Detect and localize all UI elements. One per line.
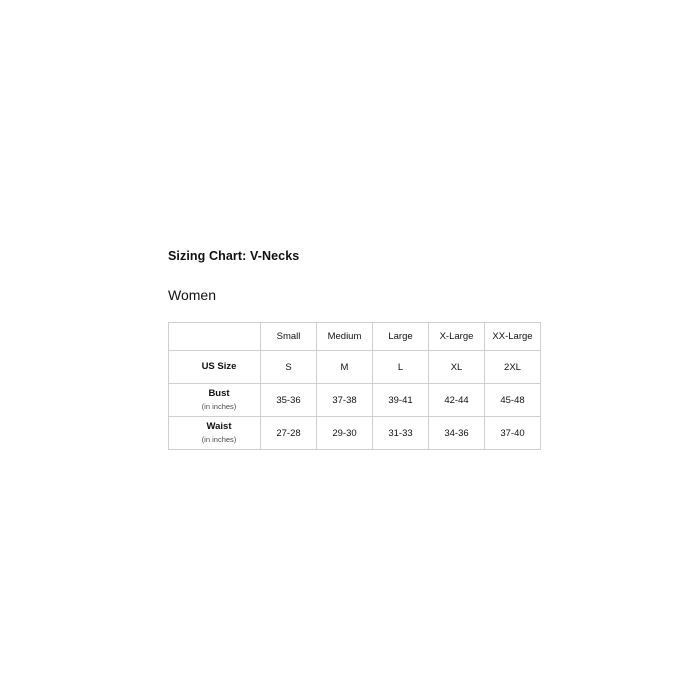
cell-bust-medium: 37-38 xyxy=(317,384,373,417)
row-label-text: US Size xyxy=(201,361,237,372)
sizing-chart-page xyxy=(168,248,568,450)
column-header-xxlarge: XX-Large xyxy=(485,323,541,351)
cell-bust-xlarge: 42-44 xyxy=(429,384,485,417)
table-row xyxy=(169,351,541,384)
column-header-xlarge: X-Large xyxy=(429,323,485,351)
row-label-waist xyxy=(169,417,261,450)
cell-us-size-medium: M xyxy=(317,351,373,384)
table-header-row xyxy=(169,323,541,351)
cell-us-size-small: S xyxy=(261,351,317,384)
cell-waist-large: 31-33 xyxy=(373,417,429,450)
column-header-large: Large xyxy=(373,323,429,351)
cell-us-size-large: L xyxy=(373,351,429,384)
cell-us-size-xlarge: XL xyxy=(429,351,485,384)
row-label-text: Waist xyxy=(206,420,232,432)
cell-bust-large: 39-41 xyxy=(373,384,429,417)
column-header-small: Small xyxy=(261,323,317,351)
row-label-bust xyxy=(169,384,261,417)
sizing-table xyxy=(168,322,541,450)
cell-bust-xxlarge: 45-48 xyxy=(485,384,541,417)
page-title: Sizing Chart: V-Necks xyxy=(168,249,300,263)
row-label-unit: (in inches) xyxy=(201,434,237,444)
table-corner-cell xyxy=(169,323,261,351)
table-row xyxy=(169,417,541,450)
row-label-us-size xyxy=(169,351,261,384)
cell-waist-xlarge: 34-36 xyxy=(429,417,485,450)
row-label-unit: (in inches) xyxy=(201,401,237,411)
row-label-text: Bust xyxy=(208,387,230,399)
section-heading: Women xyxy=(168,287,216,303)
table-row xyxy=(169,384,541,417)
cell-us-size-xxlarge: 2XL xyxy=(485,351,541,384)
cell-waist-small: 27-28 xyxy=(261,417,317,450)
cell-waist-xxlarge: 37-40 xyxy=(485,417,541,450)
cell-bust-small: 35-36 xyxy=(261,384,317,417)
column-header-medium: Medium xyxy=(317,323,373,351)
cell-waist-medium: 29-30 xyxy=(317,417,373,450)
